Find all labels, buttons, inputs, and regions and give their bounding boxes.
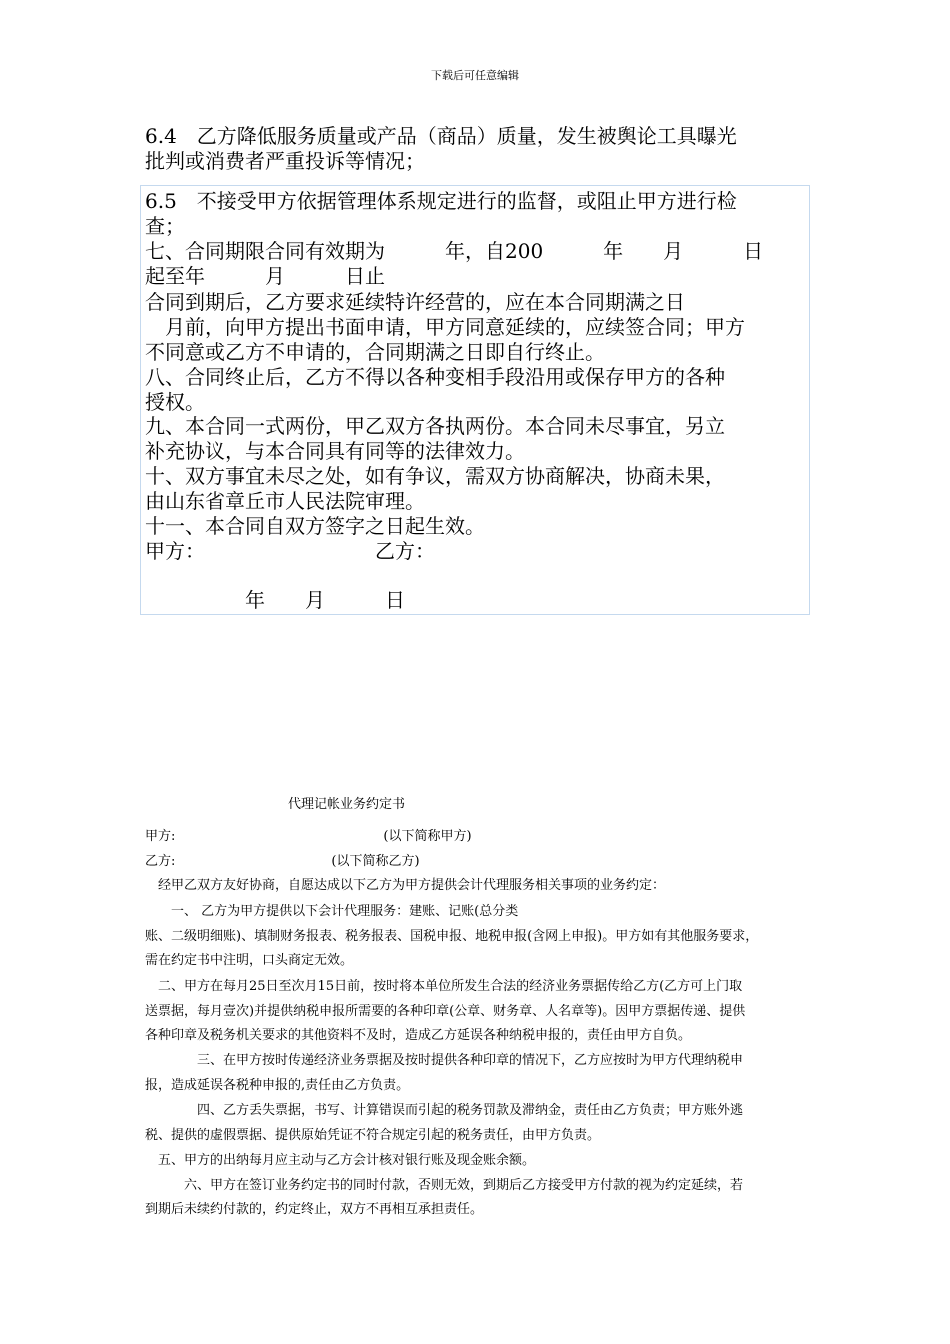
- clause-4-line2: 税、提供的虚假票据、提供原始凭证不符合规定引起的税务责任，由甲方负责。: [145, 1128, 601, 1143]
- signature-line: 甲方： 乙方：: [145, 539, 435, 563]
- section-8-line2: 授权。: [145, 390, 205, 414]
- clause-6-5-line2: 查；: [145, 214, 185, 238]
- party-b-line: 乙方: (以下简称乙方): [145, 854, 420, 869]
- clause-6-line1: 六、甲方在签订业务约定书的同时付款，否则无效，到期后乙方接受甲方付款的视为约定延续，若: [145, 1178, 744, 1193]
- intro-paragraph: 经甲乙双方友好协商，自愿达成以下乙方为甲方提供会计代理服务相关事项的业务约定：: [145, 878, 666, 893]
- clause-6-5-line1: 6.5 不接受甲方依据管理体系规定进行的监督，或阻止甲方进行检: [145, 189, 737, 213]
- clause-1-line2: 账、二级明细账)、填制财务报表、税务报表、国税申报、地税申报(含网上申报)。甲方如有其他服务要求，: [145, 929, 759, 944]
- clause-3-line2: 报，造成延误各税种申报的,责任由乙方负责。: [145, 1078, 410, 1093]
- page-header: 下载后可任意编辑: [431, 69, 519, 82]
- agreement-title: 代理记帐业务约定书: [288, 797, 406, 812]
- section-7-line3: 合同到期后，乙方要求延续特许经营的，应在本合同期满之日: [145, 290, 685, 314]
- clause-3-line1: 三、在甲方按时传递经济业务票据及按时提供各种印章的情况下，乙方应按时为甲方代理纳税申: [145, 1053, 744, 1068]
- party-a-line: 甲方: (以下简称甲方): [145, 829, 472, 844]
- section-9-line1: 九、本合同一式两份，甲乙双方各执两份。本合同未尽事宜，另立: [145, 414, 725, 438]
- clause-6-line2: 到期后未续约付款的，约定终止，双方不再相互承担责任。: [145, 1202, 484, 1217]
- section-10-line2: 由山东省章丘市人民法院审理。: [145, 489, 425, 513]
- section-7-line5: 不同意或乙方不申请的，合同期满之日即自行终止。: [145, 340, 605, 364]
- section-8-line1: 八、合同终止后，乙方不得以各种变相手段沿用或保存甲方的各种: [145, 365, 725, 389]
- clause-6-4-line2: 批判或消费者严重投诉等情况；: [145, 149, 425, 173]
- section-9-line2: 补充协议，与本合同具有同等的法律效力。: [145, 439, 525, 463]
- clause-2-line2: 送票据，每月壹次)并提供纳税申报所需要的各种印章(公章、财务章、人名章等)。因甲方票据传递、提供: [145, 1004, 746, 1019]
- clause-2-line1: 二、甲方在每月25日至次月15日前，按时将本单位所发生合法的经济业务票据传给乙方(乙方可上门取: [145, 979, 743, 994]
- clause-2-line3: 各种印章及税务机关要求的其他资料不及时，造成乙方延误各种纳税申报的，责任由甲方自负。: [145, 1028, 692, 1043]
- clause-4-line1: 四、乙方丢失票据，书写、计算错误而引起的税务罚款及滞纳金，责任由乙方负责；甲方账外逃: [145, 1103, 744, 1118]
- signature-date: 年 月 日: [145, 588, 405, 612]
- section-7-line2: 起至年 月 日止: [145, 264, 385, 288]
- section-7-line4: 月前，向甲方提出书面申请，甲方同意延续的，应续签合同；甲方: [145, 315, 745, 339]
- clause-6-4-line1: 6.4 乙方降低服务质量或产品（商品）质量，发生被舆论工具曝光: [145, 124, 737, 148]
- section-11: 十一、本合同自双方签字之日起生效。: [145, 514, 485, 538]
- section-10-line1: 十、双方事宜未尽之处，如有争议，需双方协商解决，协商未果，: [145, 464, 725, 488]
- clause-1-line1: 一、 乙方为甲方提供以下会计代理服务：建账、记账(总分类: [145, 904, 519, 919]
- clause-5: 五、甲方的出纳每月应主动与乙方会计核对银行账及现金账余额。: [145, 1153, 536, 1168]
- clause-1-line3: 需在约定书中注明，口头商定无效。: [145, 953, 354, 968]
- section-7-line1: 七、合同期限合同有效期为 年，自200 年 月 日: [145, 239, 764, 263]
